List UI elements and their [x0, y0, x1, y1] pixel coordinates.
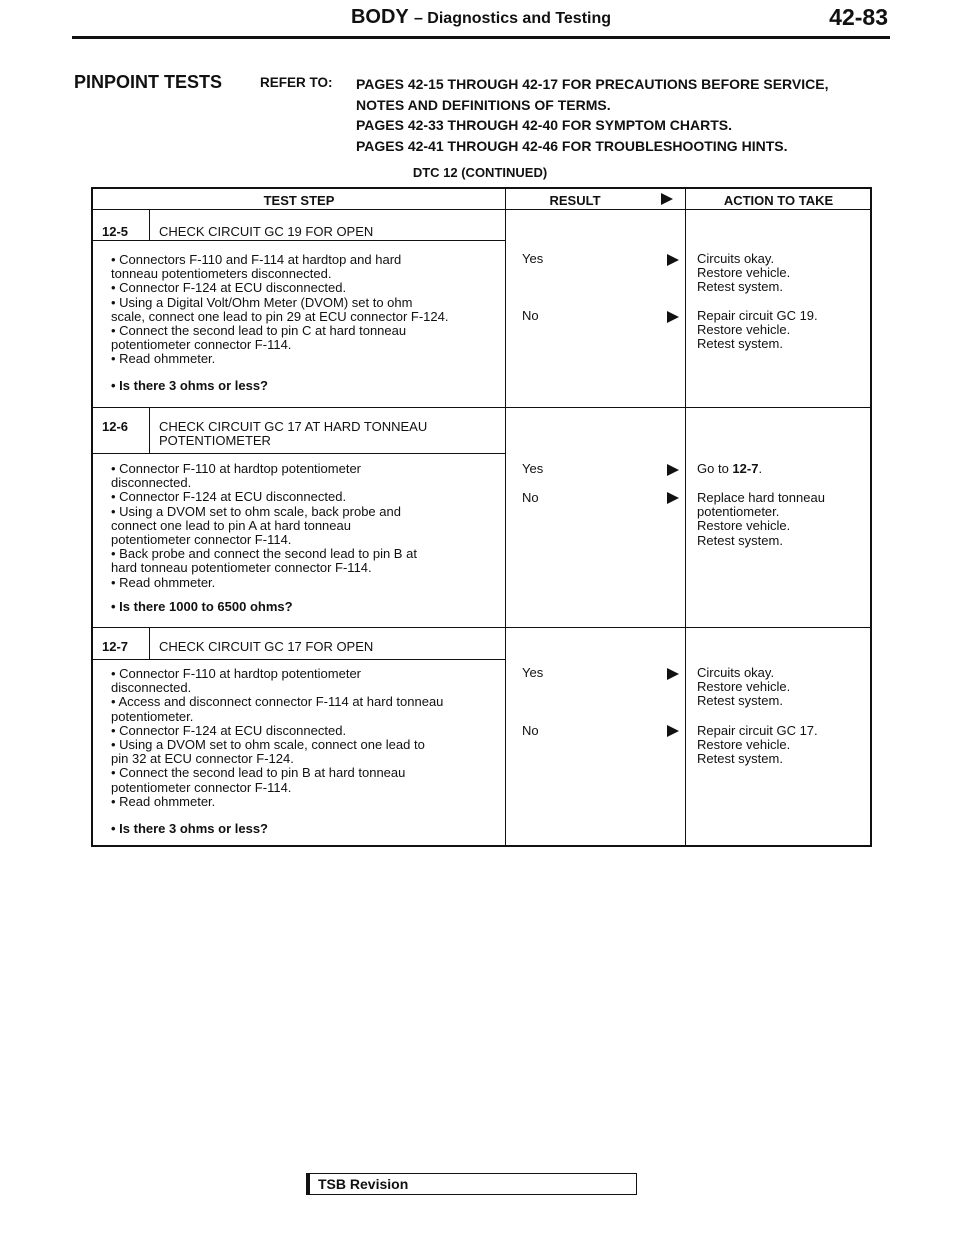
step-title-divider — [93, 453, 505, 454]
step-divider — [93, 407, 870, 408]
action-text: Repair circuit GC 17. Restore vehicle. Retest system. — [697, 723, 818, 767]
reference-line: NOTES AND DEFINITIONS OF TERMS. — [356, 96, 611, 113]
header-section: BODY — [350, 6, 409, 28]
step-title-divider — [93, 240, 505, 241]
column-divider — [505, 189, 506, 845]
action-suffix: . — [758, 461, 763, 476]
result-no: No — [522, 308, 539, 323]
page-header — [72, 0, 890, 39]
step-title: CHECK CIRCUIT GC 17 AT HARD TONNEAU POTENTIOMETER — [159, 419, 428, 449]
result-yes: Yes — [522, 665, 544, 680]
page-number: 42-83 — [829, 4, 888, 30]
arrow-icon — [667, 725, 679, 737]
action-text: Replace hard tonneau potentiometer. Restore vehicle. Retest system. — [697, 490, 825, 548]
action-prefix: Go to — [697, 461, 733, 476]
refer-to-label: REFER TO: — [260, 75, 333, 90]
action-step-link: 12-7 — [732, 461, 759, 476]
step-question: • Is there 1000 to 6500 ohms? — [111, 599, 293, 614]
result-yes: Yes — [522, 251, 544, 266]
column-divider — [685, 189, 686, 845]
result-no: No — [522, 723, 539, 738]
step-instructions: • Connector F-110 at hardtop potentiometer disconnected. • Connector F-124 at ECU disconnected. • Using a DVOM set to ohm scale, back probe and connect one lead to pin A at hard tonneau potentiometer connector F-114. • Back probe and connect the second lead to pin B at hard tonneau potentiometer connector F-114. • Read ohmmeter. — [111, 461, 417, 590]
action-text — [697, 462, 762, 476]
arrow-icon — [667, 254, 679, 266]
step-question: • Is there 3 ohms or less? — [111, 378, 268, 393]
step-instructions: • Connectors F-110 and F-114 at hardtop and hard tonneau potentiometers disconnected. • Connector F-124 at ECU disconnected. • Using a Digital Volt/Ohm Meter (DVOM) set to ohm scale, connect one lead to pin 29 at ECU connector F-124. • Connect the second lead to pin C at hard tonneau potentiometer connector F-114. • Read ohmmeter. — [111, 252, 449, 367]
tsb-revision-box — [306, 1173, 637, 1195]
step-title: CHECK CIRCUIT GC 17 FOR OPEN — [159, 639, 374, 654]
tsb-revision-label: TSB Revision — [318, 1176, 409, 1192]
arrow-icon — [667, 492, 679, 504]
step-divider — [93, 627, 870, 628]
step-title-divider — [93, 659, 505, 660]
header-action: ACTION TO TAKE — [723, 193, 834, 208]
result-yes: Yes — [522, 461, 544, 476]
action-text: Repair circuit GC 19. Restore vehicle. Retest system. — [697, 308, 818, 352]
reference-line: PAGES 42-15 THROUGH 42-17 FOR PRECAUTIONS BEFORE SERVICE, — [356, 76, 829, 92]
step-question: • Is there 3 ohms or less? — [111, 821, 268, 836]
header-test-step: TEST STEP — [263, 193, 335, 208]
step-id-divider — [149, 627, 150, 659]
dtc-heading: DTC 12 (CONTINUED) — [412, 165, 548, 180]
pinpoint-test-table — [91, 187, 872, 847]
step-id: 12-5 — [102, 224, 129, 239]
header-result: RESULT — [549, 193, 601, 208]
step-id-divider — [149, 407, 150, 453]
action-text: Circuits okay. Restore vehicle. Retest system. — [697, 665, 791, 709]
section-title: PINPOINT TESTS — [74, 72, 223, 92]
result-no: No — [522, 490, 539, 505]
reference-list — [356, 74, 828, 156]
step-id: 12-7 — [102, 639, 129, 654]
step-id-divider — [149, 209, 150, 240]
header-subtitle: – Diagnostics and Testing — [413, 10, 612, 27]
arrow-icon — [667, 464, 679, 476]
arrow-icon — [667, 311, 679, 323]
step-title: CHECK CIRCUIT GC 19 FOR OPEN — [159, 224, 374, 239]
header-divider — [93, 209, 870, 210]
arrow-icon — [667, 668, 679, 680]
reference-line: PAGES 42-41 THROUGH 42-46 FOR TROUBLESHOOTING HINTS. — [356, 137, 788, 154]
reference-line: PAGES 42-33 THROUGH 42-40 FOR SYMPTOM CHARTS. — [356, 117, 732, 134]
arrow-icon — [661, 193, 673, 205]
step-id: 12-6 — [102, 419, 129, 434]
action-text: Circuits okay. Restore vehicle. Retest system. — [697, 251, 791, 295]
step-instructions: • Connector F-110 at hardtop potentiometer disconnected. • Access and disconnect connector F-114 at hard tonneau potentiometer. • Connector F-124 at ECU disconnected. • Using a DVOM set to ohm scale, connect one lead to pin 32 at ECU connector F-124. • Connect the second lead to pin B at hard tonneau potentiometer connector F-114. • Read ohmmeter. — [111, 666, 444, 809]
header-title — [72, 6, 890, 29]
